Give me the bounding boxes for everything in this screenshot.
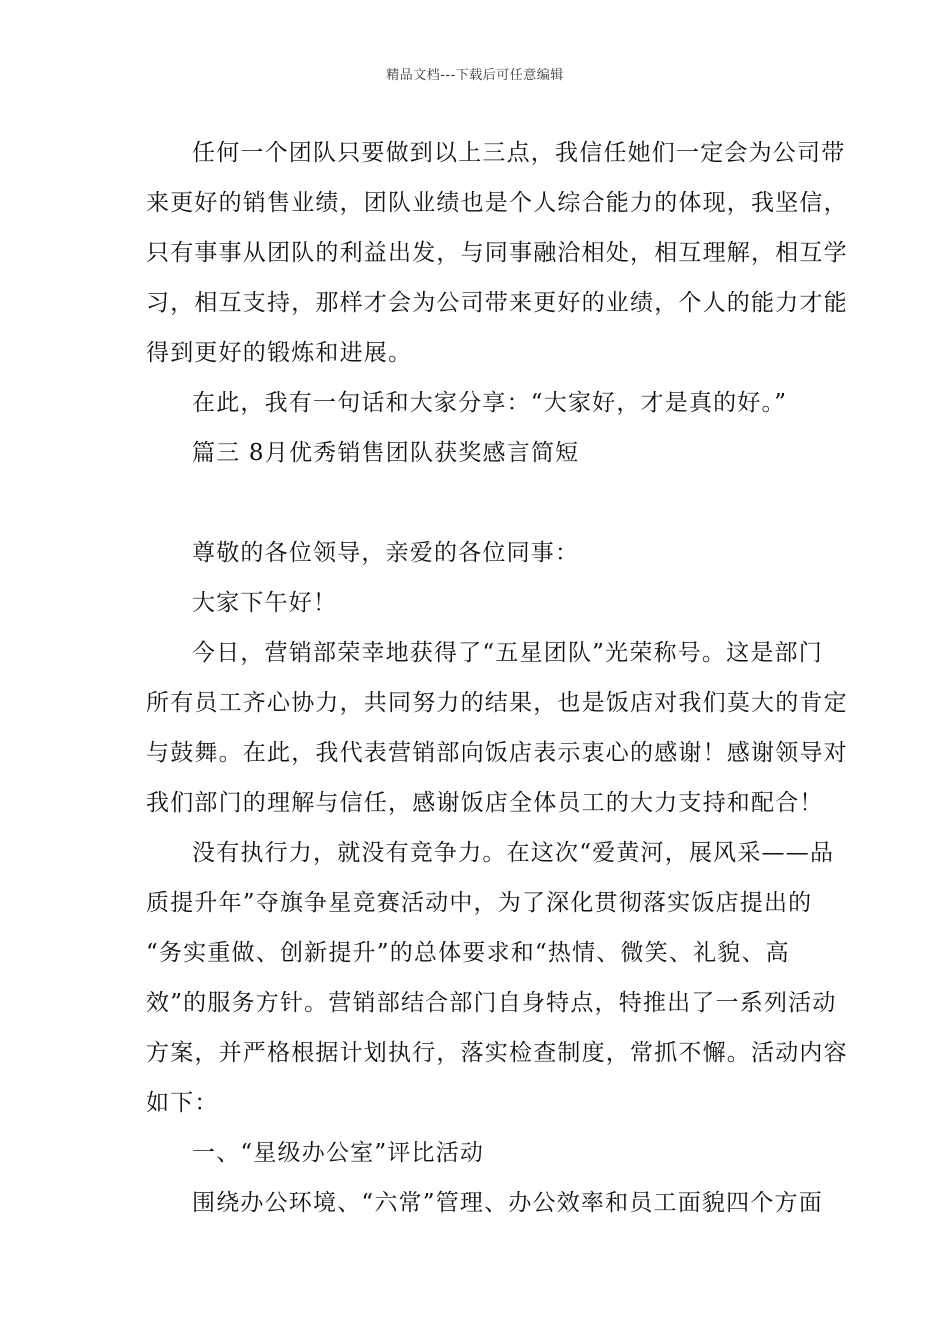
text-line: 所有员工齐心协力，共同努力的结果，也是饭店对我们莫大的肯定 — [146, 690, 848, 716]
text-line: 方案，并严格根据计划执行，落实检查制度，常抓不懈。活动内容 — [146, 1040, 848, 1066]
text-line: 任何一个团队只要做到以上三点，我信任她们一定会为公司带 — [192, 140, 846, 166]
text-line: “务实重做、创新提升”的总体要求和“热情、微笑、礼貌、高 — [146, 940, 790, 966]
text-line: 与鼓舞。在此，我代表营销部向饭店表示衷心的感谢！感谢领导对 — [146, 740, 848, 766]
page-header: 精品文档---下载后可任意编辑 — [386, 68, 564, 83]
document-body — [146, 128, 848, 1228]
text-line: 今日，营销部荣幸地获得了“五星团队”光荣称号。这是部门 — [192, 640, 823, 666]
text-line: 只有事事从团队的利益出发，与同事融洽相处，相互理解，相互学 — [146, 240, 848, 266]
text-line: 如下： — [146, 1090, 219, 1116]
text-line: 我们部门的理解与信任，感谢饭店全体员工的大力支持和配合！ — [146, 790, 824, 816]
text-line: 没有执行力，就没有竞争力。在这次“爱黄河，展风采——品 — [192, 840, 835, 866]
blank-line — [146, 478, 810, 528]
text-line: 来更好的销售业绩，团队业绩也是个人综合能力的体现，我坚信， — [146, 190, 848, 216]
text-line: 得到更好的锻炼和进展。 — [146, 340, 413, 366]
text-line: 在此，我有一句话和大家分享：“大家好，才是真的好。” — [192, 390, 788, 416]
section-heading: 篇三 8月优秀销售团队获奖感言简短 — [192, 440, 580, 466]
text-line: 习，相互支持，那样才会为公司带来更好的业绩，个人的能力才能 — [146, 290, 848, 316]
text-line: 效”的服务方针。营销部结合部门自身特点，特推出了一系列活动 — [146, 990, 837, 1016]
text-line: 质提升年”夺旗争星竞赛活动中，为了深化贯彻落实饭店提出的 — [146, 890, 813, 916]
subsection-heading: 一、“星级办公室”评比活动 — [192, 1140, 485, 1166]
greeting: 大家下午好！ — [192, 590, 338, 616]
text-line: 围绕办公环境、“六常”管理、办公效率和员工面貌四个方面 — [192, 1190, 823, 1216]
salutation: 尊敬的各位领导，亲爱的各位同事： — [192, 540, 580, 566]
